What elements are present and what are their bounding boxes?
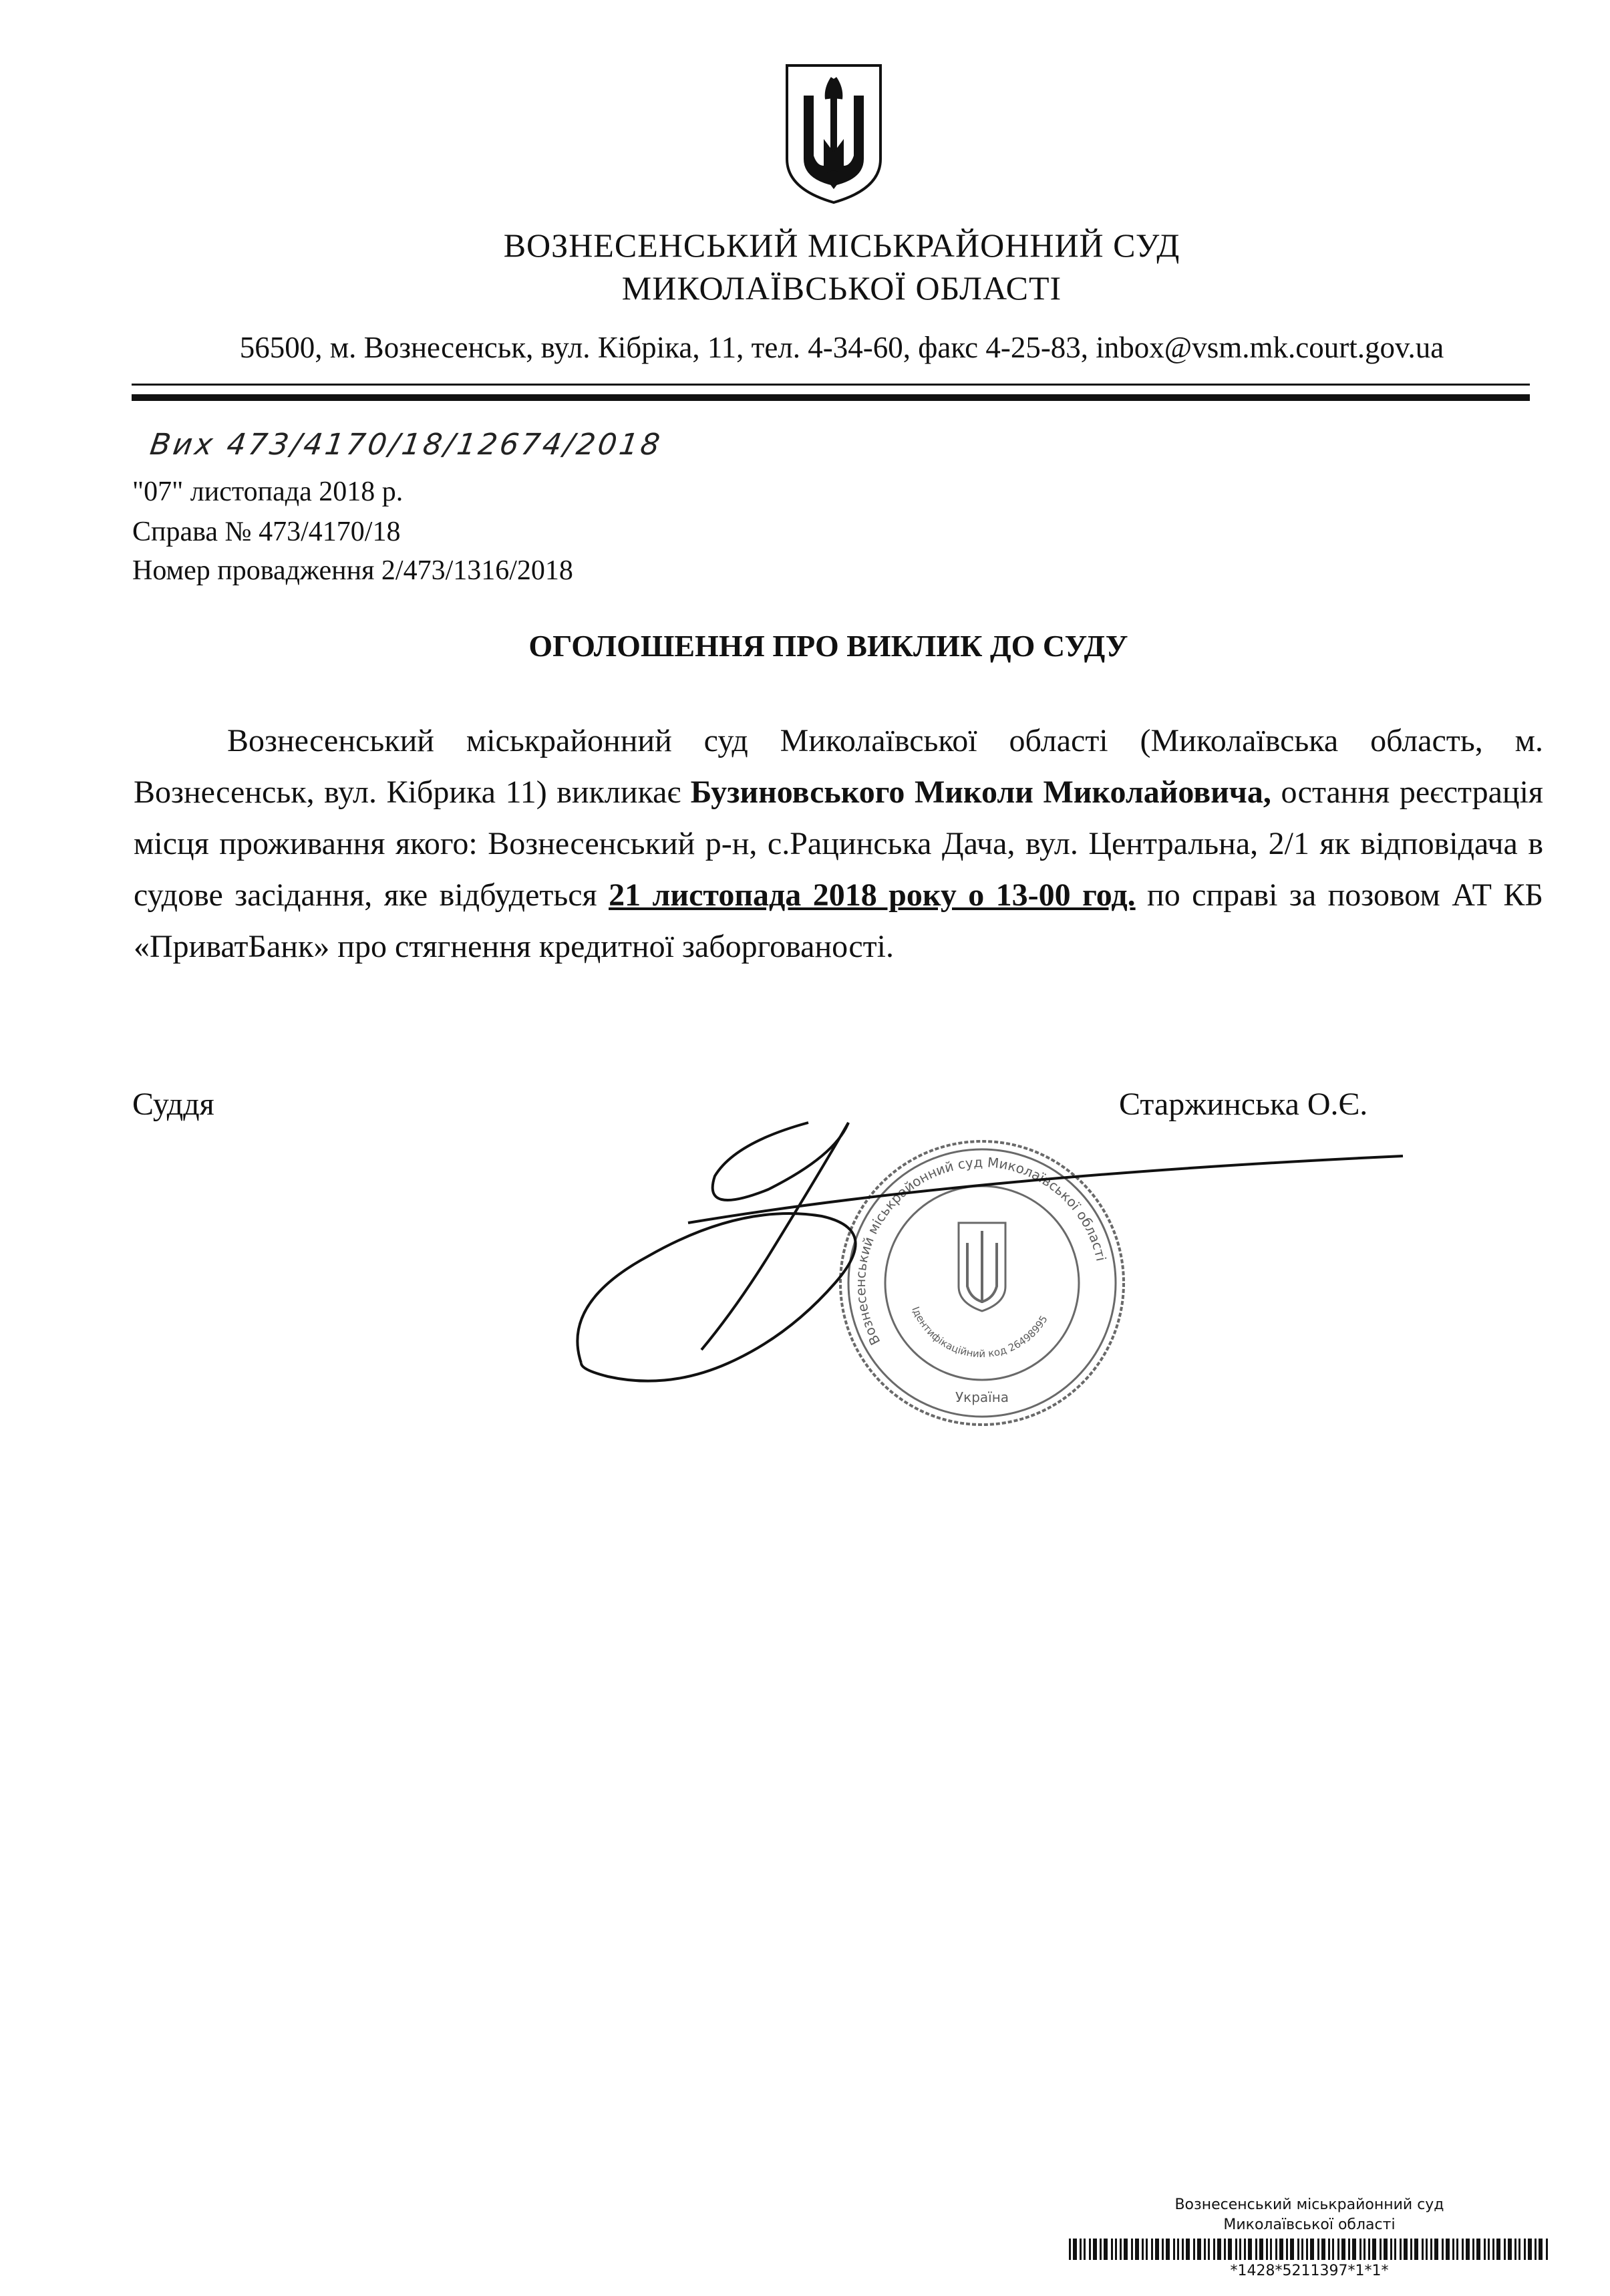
barcode-bar [1434,2239,1438,2260]
barcode-bar [1410,2239,1412,2260]
barcode-bar [1496,2239,1500,2260]
barcode-bar [1404,2239,1408,2260]
barcode-bar [1321,2239,1325,2260]
barcode-bar [1279,2239,1283,2260]
barcode-bar [1173,2239,1175,2260]
barcode-bar [1290,2239,1294,2260]
barcode-bar [1514,2239,1516,2260]
notice-body [134,715,1543,972]
judge-signature [568,1083,1436,1403]
barcode-bar [1535,2239,1537,2260]
barcode-bar [1528,2239,1532,2260]
barcode-bar [1151,2239,1153,2260]
barcode-bar [1275,2239,1277,2260]
barcode-bar [1476,2239,1480,2260]
barcode-bar [1208,2239,1210,2260]
barcode-bar [1255,2239,1257,2260]
barcode-bar [1286,2239,1288,2260]
barcode-bar [1084,2239,1086,2260]
body-part2: остання реєстрація місця проживання якого: Вознесенський р-н, с.Рацинська Дача, вул. Центральна, 2/1 як відповідача в судове засідання, яке відбудеться [134,774,1544,913]
judge-name: Старжинська О.Є. [1119,1087,1368,1122]
court-name-line2: МИКОЛАЇВСЬКОЇ ОБЛАСТІ [621,269,1062,307]
barcode-number: *1428*5211397*1*1* [1230,2263,1389,2279]
barcode-bar [1193,2239,1195,2260]
barcode-bar [1539,2239,1543,2260]
barcode-bar [1414,2239,1418,2260]
barcode-bar [1239,2239,1241,2260]
barcode-bar [1310,2239,1314,2260]
body-part1: Вознесенський міськрайонний суд Миколаївської області (Миколаївська область, м. Вознесенськ, вул. Кібрика 11) викликає [134,723,1543,810]
barcode-bar [1135,2239,1139,2260]
barcode-bar [1390,2239,1392,2260]
barcode-bar [1270,2239,1272,2260]
footer-line2: Миколаївської області [1223,2216,1396,2233]
barcode-bar [1217,2239,1221,2260]
barcode-bar [1368,2239,1370,2260]
handwritten-outgoing-number: Вих 473/4170/18/12674/2018 [148,428,665,462]
coat-of-arms-icon [780,59,887,207]
barcode-bar [1089,2239,1091,2260]
barcode-bar [1213,2239,1215,2260]
defendant-name: Бузиновського Миколи Миколайовича, [690,774,1271,810]
barcode-bar [1430,2239,1432,2260]
barcode-bar [1204,2239,1206,2260]
barcode-bar [1442,2239,1444,2260]
barcode-bar [1332,2239,1334,2260]
barcode-bar [1317,2239,1319,2260]
barcode [1069,2239,1550,2260]
barcode-bar [1341,2239,1345,2260]
barcode-bar [1177,2239,1179,2260]
barcode-bar [1131,2239,1133,2260]
barcode-bar [1352,2239,1356,2260]
barcode-bar [1124,2239,1128,2260]
barcode-bar [1146,2239,1148,2260]
body-part3: по справі за позовом АТ КБ «ПриватБанк» про стягнення кредитної заборгованості. [134,877,1543,964]
document-title: ОГОЛОШЕННЯ ПРО ВИКЛИК ДО СУДУ [528,629,1128,663]
barcode-bar [1462,2239,1464,2260]
barcode-bar [1422,2239,1424,2260]
barcode-bar [1524,2239,1526,2260]
barcode-bar [1100,2239,1102,2260]
header-divider-thick [132,394,1530,401]
barcode-bar [1337,2239,1339,2260]
barcode-bar [1104,2239,1108,2260]
barcode-bar [1508,2239,1512,2260]
barcode-bar [1380,2239,1382,2260]
barcode-bar [1120,2239,1122,2260]
barcode-bar [1394,2239,1396,2260]
barcode-bar [1235,2239,1237,2260]
barcode-bar [1266,2239,1268,2260]
barcode-bar [1518,2239,1520,2260]
barcode-bar [1348,2239,1350,2260]
barcode-bar [1363,2239,1365,2260]
barcode-bar [1162,2239,1164,2260]
barcode-bar [1182,2239,1184,2260]
barcode-bar [1306,2239,1308,2260]
judge-label: Суддя [132,1087,214,1122]
barcode-bar [1301,2239,1303,2260]
document-date: "07" листопада 2018 р. [132,476,404,507]
stamp-id-code: Ідентифікаційний код 26498995 [909,1304,1050,1360]
barcode-bar [1466,2239,1470,2260]
barcode-bar [1492,2239,1494,2260]
footer-court-name [1136,2195,1483,2235]
barcode-bar [1456,2239,1458,2260]
court-name-line1: ВОЗНЕСЕНСЬКИЙ МІСЬКРАЙОННИЙ СУД [503,227,1180,264]
barcode-bar [1384,2239,1388,2260]
barcode-bar [1426,2239,1428,2260]
proceeding-number: Номер провадження 2/473/1316/2018 [132,555,573,586]
barcode-bar [1328,2239,1330,2260]
barcode-bar [1472,2239,1474,2260]
case-number: Справа № 473/4170/18 [132,517,401,547]
barcode-bar [1248,2239,1252,2260]
barcode-bar [1372,2239,1376,2260]
barcode-bar [1197,2239,1201,2260]
barcode-bar [1166,2239,1170,2260]
barcode-bar [1488,2239,1490,2260]
hearing-datetime: 21 листопада 2018 року о 13-00 год. [609,877,1136,913]
barcode-bar [1155,2239,1159,2260]
barcode-bar [1446,2239,1450,2260]
barcode-bar [1484,2239,1486,2260]
barcode-bar [1452,2239,1454,2260]
barcode-bar [1546,2239,1548,2260]
barcode-bar [1400,2239,1402,2260]
barcode-bar [1069,2239,1071,2260]
barcode-bar [1244,2239,1246,2260]
header-divider-thin [132,384,1530,386]
barcode-bar [1504,2239,1506,2260]
barcode-bar [1093,2239,1097,2260]
barcode-bar [1228,2239,1232,2260]
barcode-bar [1297,2239,1299,2260]
footer-line1: Вознесенський міськрайонний суд [1174,2196,1444,2213]
stamp-country: Україна [955,1389,1009,1405]
barcode-bar [1186,2239,1190,2260]
barcode-bar [1142,2239,1144,2260]
barcode-bar [1115,2239,1117,2260]
barcode-bar [1073,2239,1077,2260]
barcode-bar [1359,2239,1361,2260]
court-address: 56500, м. Вознесенськ, вул. Кібріка, 11, тел. 4-34-60, факс 4-25-83, inbox@vsm.mk.court.gov.ua [239,331,1444,364]
barcode-bar [1259,2239,1263,2260]
stamp-outer-text: Вознесенський міськрайонний суд Миколаївської області [852,1154,1110,1348]
barcode-bar [1080,2239,1082,2260]
barcode-bar [1111,2239,1113,2260]
barcode-bar [1224,2239,1226,2260]
